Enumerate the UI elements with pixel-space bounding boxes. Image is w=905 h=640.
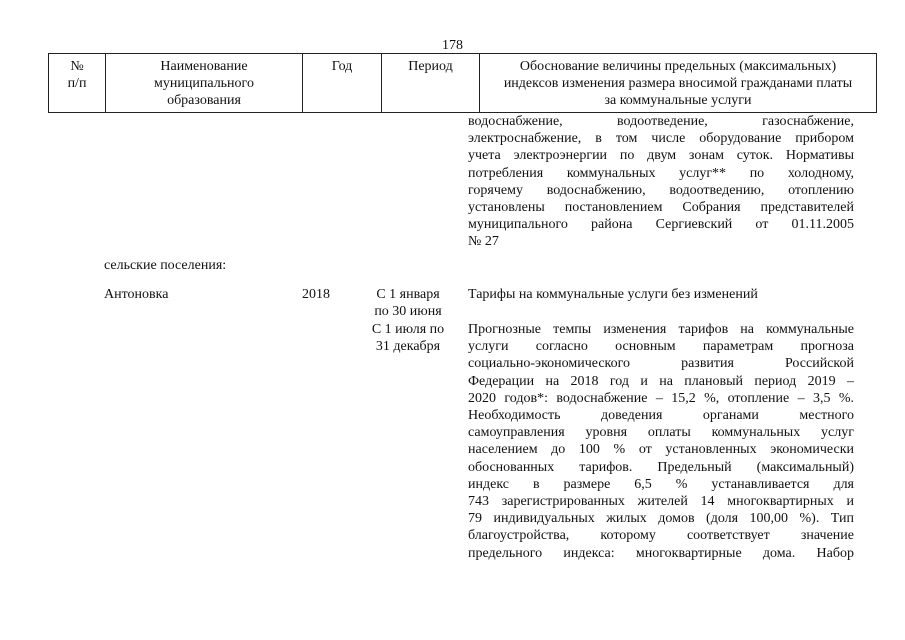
row-text-line: обоснованных тарифов. Предельный (максимальный): [468, 459, 854, 475]
continuation-line: № 27: [468, 234, 499, 250]
row-text-line: индекс в размере 6,5 % устанавливается для: [468, 476, 854, 492]
row-text-line: населением до 100 % от установленных экономически: [468, 442, 854, 458]
continuation-line: муниципального района Сергиевский от 01.11.2005: [468, 217, 854, 233]
continuation-line: водоснабжение, водоотведение, газоснабжение,: [468, 114, 854, 129]
continuation-line: горячему водоснабжению, водоотведению, отоплению: [468, 182, 854, 198]
row-text-line: 743 зарегистрированных жителей 14 многоквартирных и: [468, 494, 854, 510]
row-text-line: самоуправления уровня оплаты коммунальных услуг: [468, 425, 854, 441]
continuation-text: [468, 113, 854, 251]
row-text-line: предельного индекса: многоквартирные дома. Набор: [468, 545, 854, 561]
header-period-text: Период: [408, 59, 453, 74]
page-number: 178: [442, 38, 463, 53]
continuation-line: потребления коммунальных услуг** по холодному,: [468, 165, 854, 181]
continuation-line: учета электроэнергии по двум зонам суток. Нормативы: [468, 148, 854, 164]
header-year-text: Год: [331, 59, 353, 74]
header-period: [382, 54, 480, 113]
header-num-text: № п/п: [67, 59, 87, 91]
row-text-1: Тарифы на коммунальные услуги без изменений: [468, 287, 758, 302]
row-text-line: Прогнозные темпы изменения тарифов на коммунальные: [468, 322, 854, 337]
header-name: [106, 54, 303, 113]
header-basis-text: Обоснование величины предельных (максимальных) индексов изменения размера вносимой гражданами платы за коммунальные услуги: [503, 59, 853, 108]
row-text-line: 79 индивидуальных жилых домов (доля 100,00 %). Тип: [468, 511, 854, 527]
row-text-line: благоустройства, которому соответствует значение: [468, 528, 854, 544]
row-period-2: С 1 июля по 31 декабря: [371, 322, 445, 355]
row-text-line: Федерации на 2018 год и на плановый период 2019 –: [468, 373, 854, 389]
row-year: 2018: [302, 287, 330, 302]
row-text-2: [468, 321, 854, 562]
section-label: сельские поселения:: [104, 258, 227, 273]
row-text-line: социально-экономического развития Российской: [468, 356, 854, 372]
header-name-text: Наименование муниципального образования: [154, 59, 254, 108]
header-num: [49, 54, 106, 113]
header-year: [303, 54, 382, 113]
row-period-1: С 1 января по 30 июня: [374, 287, 442, 320]
row-text-line: Необходимость доведения органами местного: [468, 408, 854, 424]
continuation-line: установлены постановлением Собрания представителей: [468, 200, 854, 216]
continuation-line: электроснабжение, в том числе оборудование прибором: [468, 131, 854, 147]
row-text-line: 2020 годов*: водоснабжение – 15,2 %, отопление – 3,5 %.: [468, 390, 854, 406]
table-header: [48, 53, 877, 113]
header-basis: [480, 54, 877, 113]
row-text-line: услуги согласно основным параметрам прогноза: [468, 339, 854, 355]
row-name: Антоновка: [104, 287, 169, 302]
